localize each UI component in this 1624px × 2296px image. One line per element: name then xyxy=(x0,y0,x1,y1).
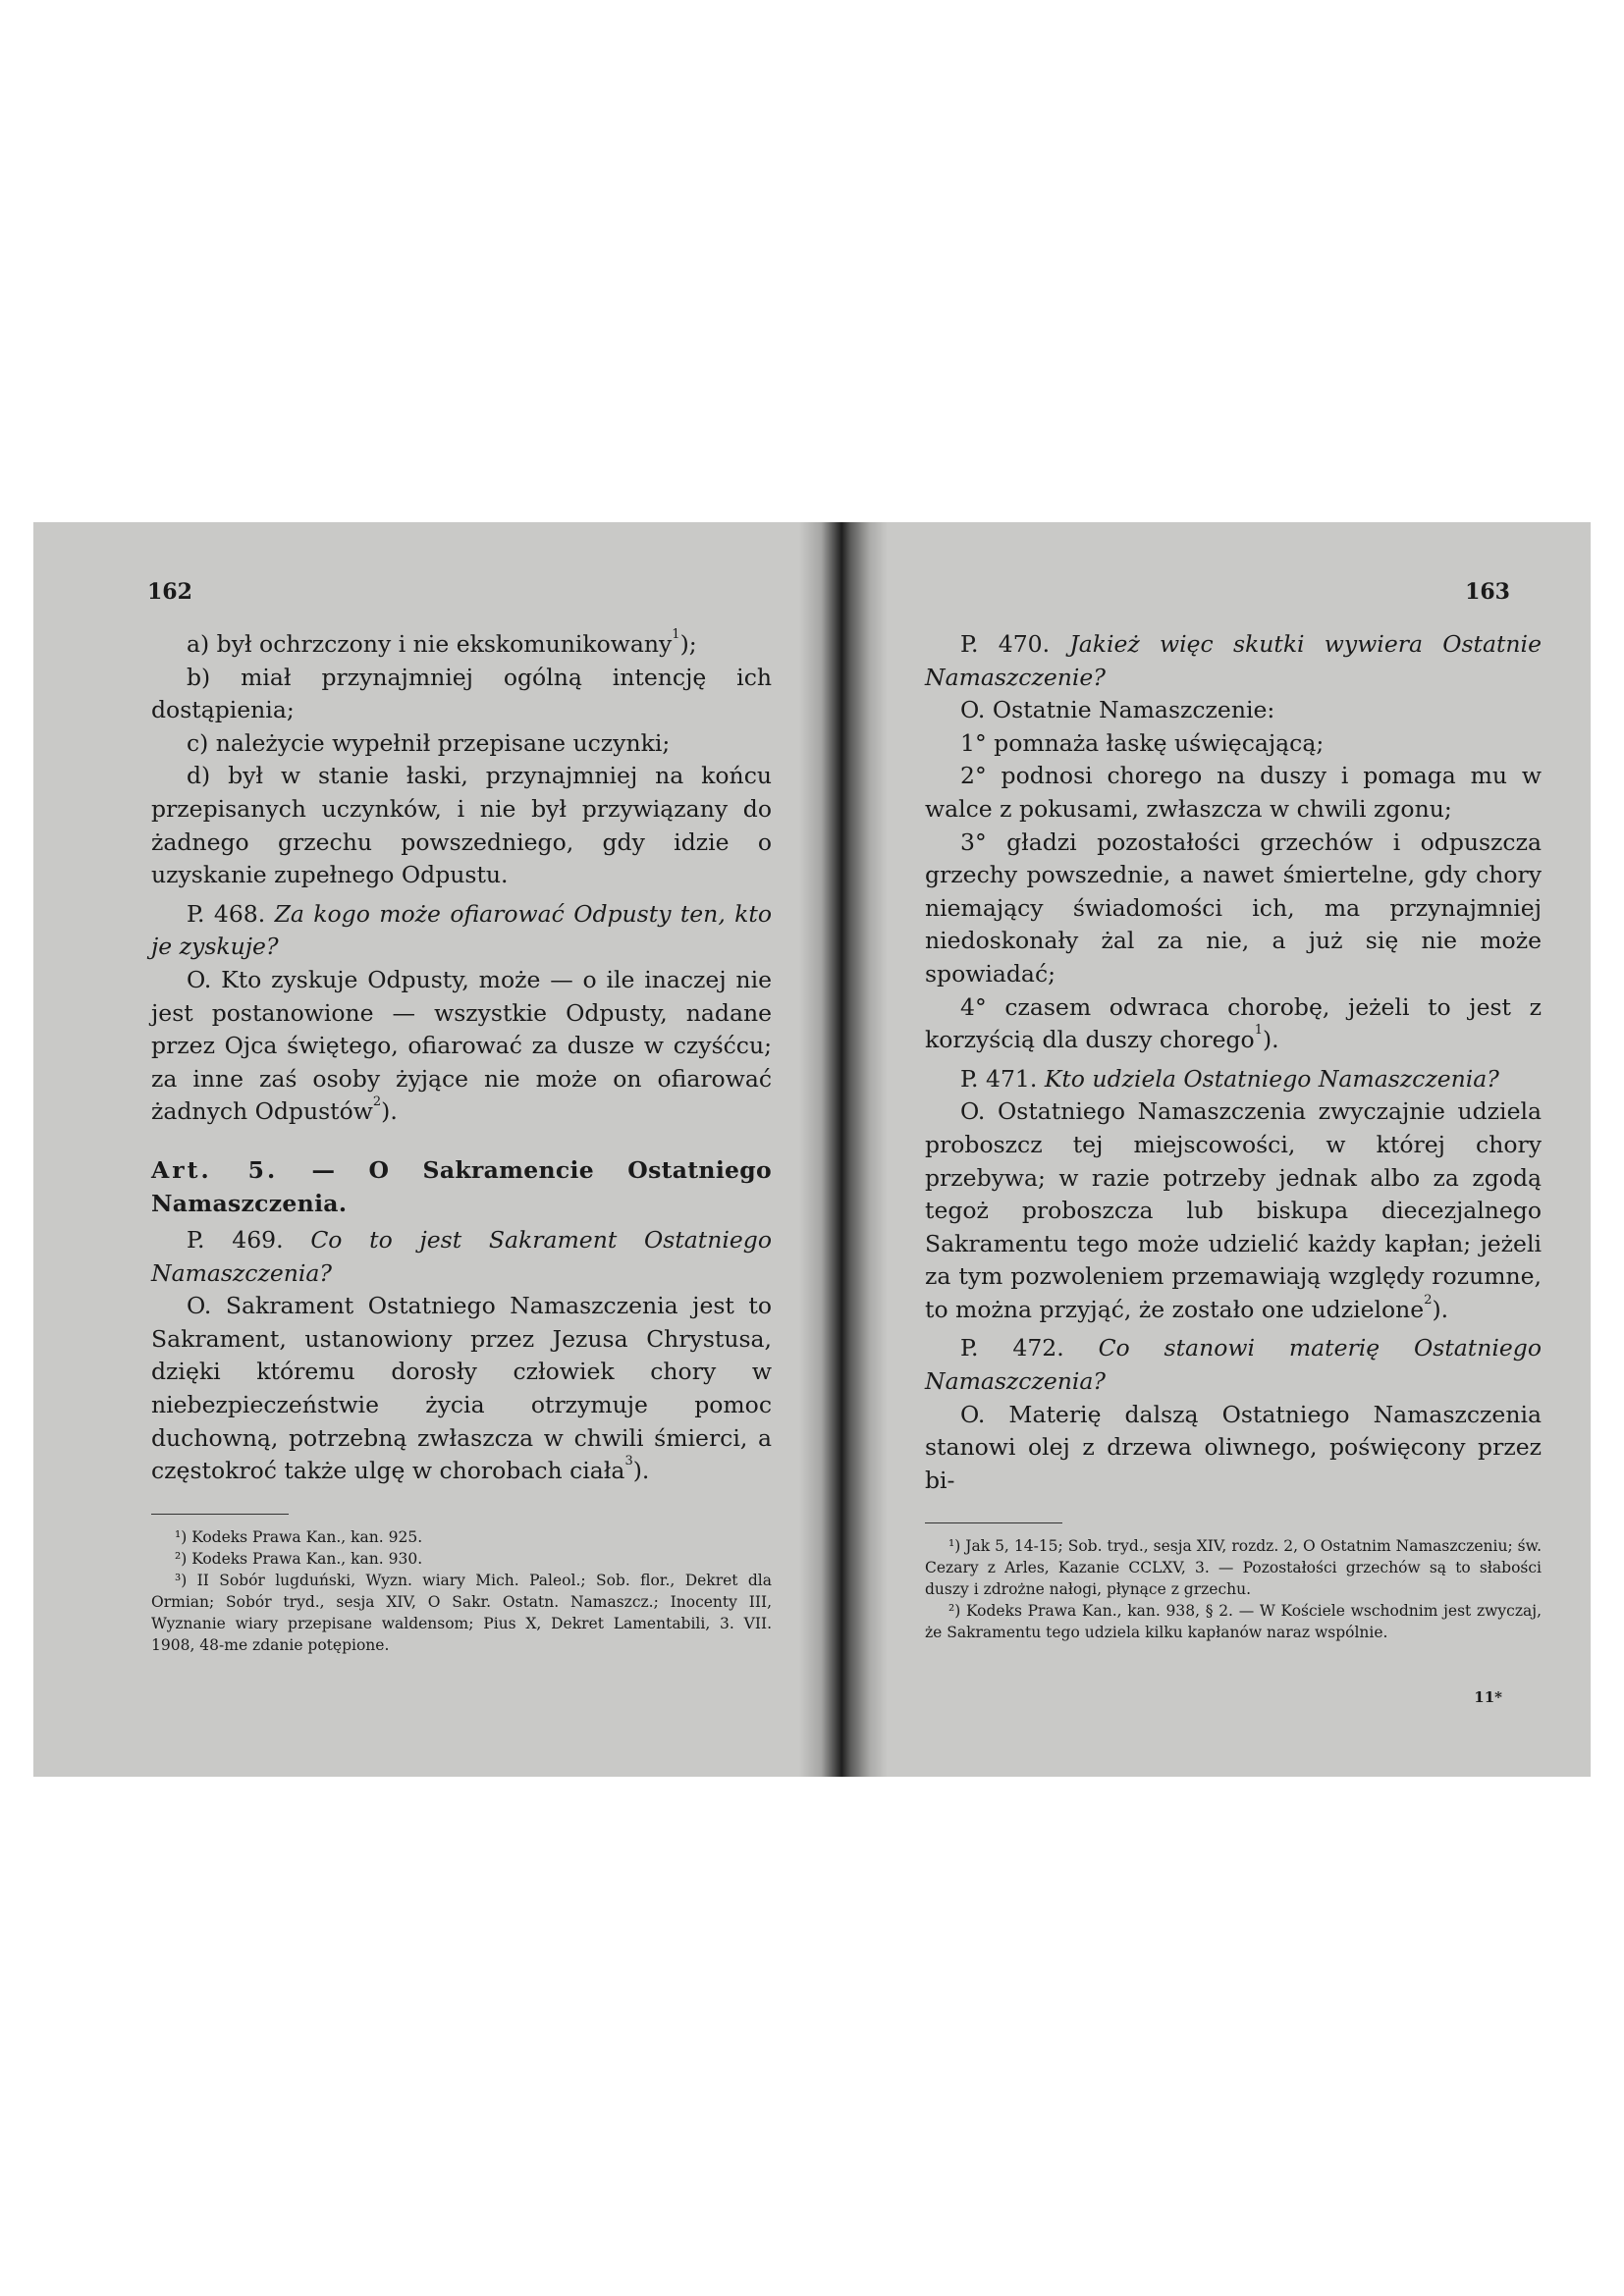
footnote: ²) Kodeks Prawa Kan., kan. 938, § 2. — W Kościele wschodnim jest zwyczaj, że Sakramentu tego udziela kilku kapłanów naraz wspólnie. xyxy=(925,1602,1542,1642)
page-number-right: 163 xyxy=(1465,579,1510,605)
footnote: ¹) Kodeks Prawa Kan., kan. 925. xyxy=(175,1527,423,1546)
condition-b: b) miał przynajmniej ogólną intencję ich dostąpienia; xyxy=(151,663,772,724)
footnote-rule xyxy=(925,1522,1062,1523)
right-page xyxy=(878,522,1591,1777)
condition-c: c) należycie wypełnił przepisane uczynki; xyxy=(187,728,671,757)
answer-468: O. Kto zyskuje Odpusty, może — o ile inaczej nie jest postanowione — wszystkie Odpusty, nadane przez Ojca świętego, ofiarować za dusze w czyśćcu; za inne zaś osoby żyjące nie może on ofiarować żadnych Odpustów$^2$). xyxy=(151,965,772,1126)
question-468: P. 468. Za kogo może ofiarować Odpusty ten, kto je zyskuje? xyxy=(151,899,772,961)
answer-470: O. Ostatnie Namaszczenie: xyxy=(960,696,1275,724)
book-spread xyxy=(33,522,1591,1777)
book-gutter-shadow xyxy=(799,522,888,1777)
question-470: P. 470. Jakież więc skutki wywiera Ostatnie Namaszczenie? xyxy=(925,630,1542,691)
page-number-left: 162 xyxy=(147,579,192,605)
effect-4: 4° czasem odwraca chorobę, jeżeli to jest z korzyścią dla duszy chorego$^1$). xyxy=(925,992,1542,1054)
footnote: ¹) Jak 5, 14-15; Sob. tryd., sesja XIV, rozdz. 2, O Ostatnim Namaszczeniu; św. Cezary z Arles, Kazanie CCLXV, 3. — Pozostałości grzechów są to słabości duszy i zdrożne nałogi, płynące z grzechu. xyxy=(925,1537,1542,1599)
effect-3: 3° gładzi pozostałości grzechów i odpuszcza grzechy powszednie, a nawet śmiertelne, gdy chory niemający świadomości ich, ma przynajmniej niedoskonały żal za nie, a już się nie może spowiadać; xyxy=(925,828,1542,988)
right-page-body xyxy=(925,628,1542,1643)
footnote-rule xyxy=(151,1514,289,1515)
footnote: ³) II Sobór lugduński, Wyzn. wiary Mich. Paleol.; Sob. flor., Dekret dla Ormian; Sobór tryd., sesja XIV, O Sakr. Ostatn. Namaszcz.; Inocenty III, Wyznanie wiary przepisane waldensom; Pius X, Dekret Lamentabili, 3. VII. 1908, 48-me zdanie potępione. xyxy=(151,1571,772,1654)
answer-472: O. Materię dalszą Ostatniego Namaszczenia stanowi olej z drzewa oliwnego, poświęcony przez bi- xyxy=(925,1400,1542,1494)
question-471: P. 471. Kto udziela Ostatniego Namaszczenia? xyxy=(960,1064,1499,1093)
footnote: ²) Kodeks Prawa Kan., kan. 930. xyxy=(175,1549,423,1568)
printer-signature-mark: 11* xyxy=(1474,1688,1502,1706)
left-footnotes xyxy=(151,1526,772,1656)
answer-469: O. Sakrament Ostatniego Namaszczenia jest to Sakrament, ustanowiony przez Jezusa Chrystusa, dzięki któremu dorosły człowiek chory w niebezpieczeństwie życia otrzymuje pomoc duchowną, potrzebną zwłaszcza w chwili śmierci, a częstokroć także ulgę w chorobach ciała$^3$). xyxy=(151,1292,772,1485)
article-heading: Art. 5. — O Sakramencie Ostatniego Namaszczenia. xyxy=(151,1155,773,1217)
condition-d: d) był w stanie łaski, przynajmniej na końcu przepisanych uczynków, i nie był przywiązany do żadnego grzechu powszedniego, gdy idzie o uzyskanie zupełnego Odpustu. xyxy=(151,762,772,889)
answer-471: O. Ostatniego Namaszczenia zwyczajnie udziela proboszcz tej miejscowości, w której chory przebywa; w razie potrzeby jednak albo za zgodą tegoż proboszcza lub biskupa diecezjalnego Sakramentu tego może udzielić każdy kapłan; jeżeli za tym pozwoleniem przemawiają względy rozumne, to można przyjąć, że zostało one udzielone$^2$). xyxy=(925,1097,1542,1323)
effect-2: 2° podnosi chorego na duszy i pomaga mu w walce z pokusami, zwłaszcza w chwili zgonu; xyxy=(925,762,1542,823)
question-472: P. 472. Co stanowi materię Ostatniego Namaszczenia? xyxy=(925,1334,1542,1396)
left-page xyxy=(33,522,799,1777)
condition-a: a) był ochrzczony i nie ekskomunikowany$^1$); xyxy=(187,627,697,658)
effect-1: 1° pomnaża łaskę uświęcającą; xyxy=(960,728,1325,757)
question-469: P. 469. Co to jest Sakrament Ostatniego Namaszczenia? xyxy=(151,1226,772,1287)
left-page-body xyxy=(151,628,772,1656)
right-footnotes xyxy=(925,1535,1542,1643)
